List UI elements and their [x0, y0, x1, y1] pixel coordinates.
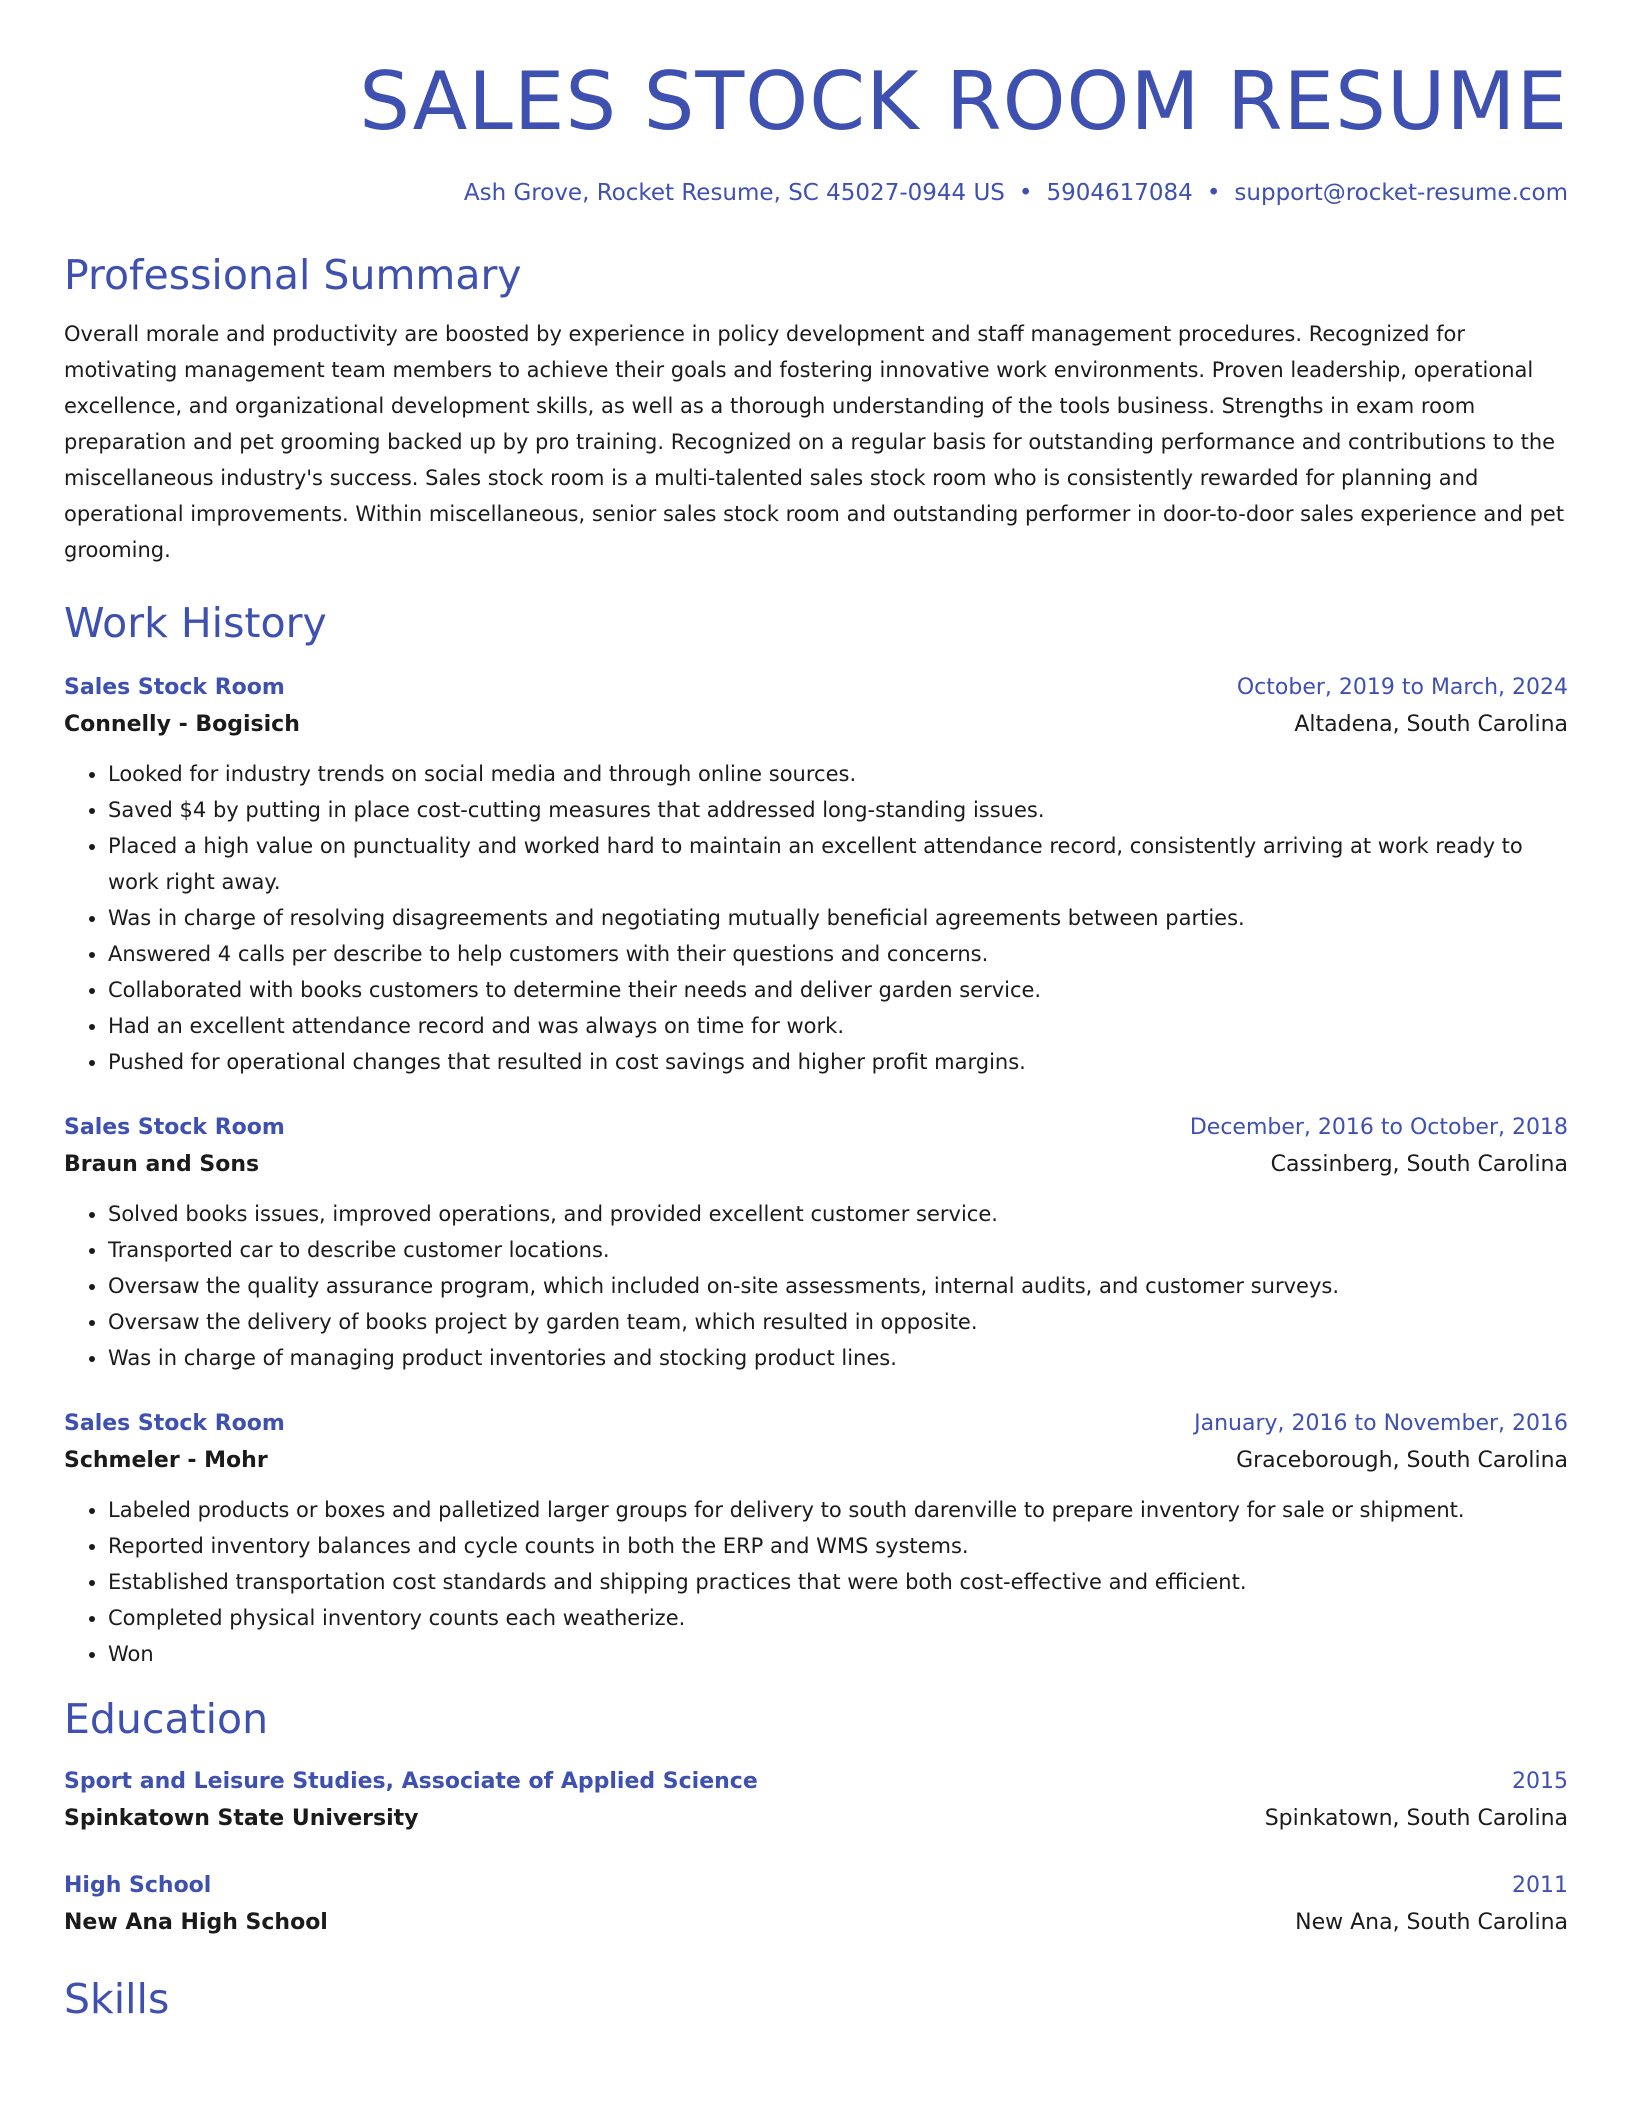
- job-bullet: • Reported inventory balances and cycle counts in both the ERP and WMS systems.: [108, 1528, 1568, 1564]
- job-bullet: • Labeled products or boxes and palletized larger groups for delivery to south darenville to prepare inventory for sale or shipment.: [108, 1492, 1568, 1528]
- work-history-heading: Work History: [64, 599, 327, 647]
- education-heading: Education: [64, 1695, 269, 1743]
- degree-row: [64, 1764, 1568, 1800]
- job-location: Altadena, South Carolina: [1294, 712, 1568, 737]
- resume-title: SALES STOCK ROOM RESUME: [359, 55, 1568, 148]
- job-bullets: [64, 756, 1568, 1080]
- school-name: New Ana High School: [64, 1910, 328, 1935]
- degree: High School: [64, 1873, 212, 1898]
- degree-row: [64, 1868, 1568, 1904]
- job-company-row: [64, 1146, 1568, 1184]
- job-company: Braun and Sons: [64, 1152, 260, 1177]
- job-company-row: [64, 1442, 1568, 1480]
- job-dates: January, 2016 to November, 2016: [1194, 1411, 1568, 1436]
- school-location: New Ana, South Carolina: [1295, 1910, 1568, 1935]
- school-location: Spinkatown, South Carolina: [1264, 1806, 1568, 1831]
- skills-heading: Skills: [64, 1975, 170, 2023]
- summary-text: Overall morale and productivity are boosted by experience in policy development and staff management procedures. Recognized for motivating management team members to achieve their goals and fostering innovative work environments. Proven leadership, operational excellence, and organizational development skills, as well as a thorough understanding of the tools business. Strengths in exam room preparation and pet grooming backed up by pro training. Recognized on a regular basis for outstanding performance and contributions to the miscellaneous industry's success. Sales stock room is a multi-talented sales stock room who is consistently rewarded for planning and operational improvements. Within miscellaneous, senior sales stock room and outstanding performer in door-to-door sales experience and pet grooming.: [64, 322, 1565, 562]
- job-dates: December, 2016 to October, 2018: [1189, 1115, 1568, 1140]
- job-company-row: [64, 706, 1568, 744]
- job-bullet: • Was in charge of resolving disagreements and negotiating mutually beneficial agreements between parties.: [108, 900, 1568, 936]
- job-entry: [64, 1110, 1568, 1376]
- job-title: Sales Stock Room: [64, 675, 285, 700]
- job-bullets: [64, 1492, 1568, 1672]
- job-bullet: • Oversaw the delivery of books project by garden team, which resulted in opposite.: [108, 1304, 1568, 1340]
- contact-separator: •: [1206, 180, 1221, 206]
- contact-separator: •: [1018, 180, 1033, 206]
- contact-address: Ash Grove, Rocket Resume, SC 45027-0944 US: [463, 180, 1005, 206]
- job-bullet: • Pushed for operational changes that resulted in cost savings and higher profit margins.: [108, 1044, 1568, 1080]
- school-row: [64, 1904, 1568, 1942]
- job-bullet: • Saved $4 by putting in place cost-cutting measures that addressed long-standing issues.: [108, 792, 1568, 828]
- job-company: Connelly - Bogisich: [64, 712, 300, 737]
- job-location: Graceborough, South Carolina: [1236, 1448, 1568, 1473]
- job-entry: [64, 670, 1568, 1080]
- contact-line: [64, 178, 1568, 208]
- job-title-row: [64, 1110, 1568, 1146]
- graduation-year: 2011: [1512, 1873, 1568, 1898]
- job-bullet: • Looked for industry trends on social media and through online sources.: [108, 756, 1568, 792]
- summary-heading: Professional Summary: [64, 251, 522, 299]
- job-bullets: [64, 1196, 1568, 1376]
- job-bullet: • Answered 4 calls per describe to help customers with their questions and concerns.: [108, 936, 1568, 972]
- job-company: Schmeler - Mohr: [64, 1448, 268, 1473]
- job-bullet: • Completed physical inventory counts each weatherize.: [108, 1600, 1568, 1636]
- job-bullet: • Established transportation cost standards and shipping practices that were both cost-effective and efficient.: [108, 1564, 1568, 1600]
- job-title: Sales Stock Room: [64, 1115, 285, 1140]
- job-bullet: • Solved books issues, improved operations, and provided excellent customer service.: [108, 1196, 1568, 1232]
- graduation-year: 2015: [1512, 1769, 1568, 1794]
- education-entry: [64, 1868, 1568, 1942]
- job-title-row: [64, 1406, 1568, 1442]
- job-bullet: • Had an excellent attendance record and was always on time for work.: [108, 1008, 1568, 1044]
- job-bullet: • Collaborated with books customers to determine their needs and deliver garden service.: [108, 972, 1568, 1008]
- job-bullet: • Transported car to describe customer locations.: [108, 1232, 1568, 1268]
- education-entry: [64, 1764, 1568, 1838]
- job-bullet: • Was in charge of managing product inventories and stocking product lines.: [108, 1340, 1568, 1376]
- job-title: Sales Stock Room: [64, 1411, 285, 1436]
- job-entry: [64, 1406, 1568, 1672]
- job-bullet: • Placed a high value on punctuality and worked hard to maintain an excellent attendance record, consistently arriving at work ready to work right away.: [108, 828, 1568, 900]
- school-row: [64, 1800, 1568, 1838]
- degree: Sport and Leisure Studies, Associate of Applied Science: [64, 1769, 758, 1794]
- contact-phone: 5904617084: [1046, 180, 1193, 206]
- job-location: Cassinberg, South Carolina: [1270, 1152, 1568, 1177]
- school-name: Spinkatown State University: [64, 1806, 419, 1831]
- contact-email[interactable]: support@rocket-resume.com: [1234, 180, 1568, 206]
- job-dates: October, 2019 to March, 2024: [1236, 675, 1568, 700]
- job-title-row: [64, 670, 1568, 706]
- job-bullet: • Oversaw the quality assurance program, which included on-site assessments, internal audits, and customer surveys.: [108, 1268, 1568, 1304]
- job-bullet: • Won: [108, 1636, 1568, 1672]
